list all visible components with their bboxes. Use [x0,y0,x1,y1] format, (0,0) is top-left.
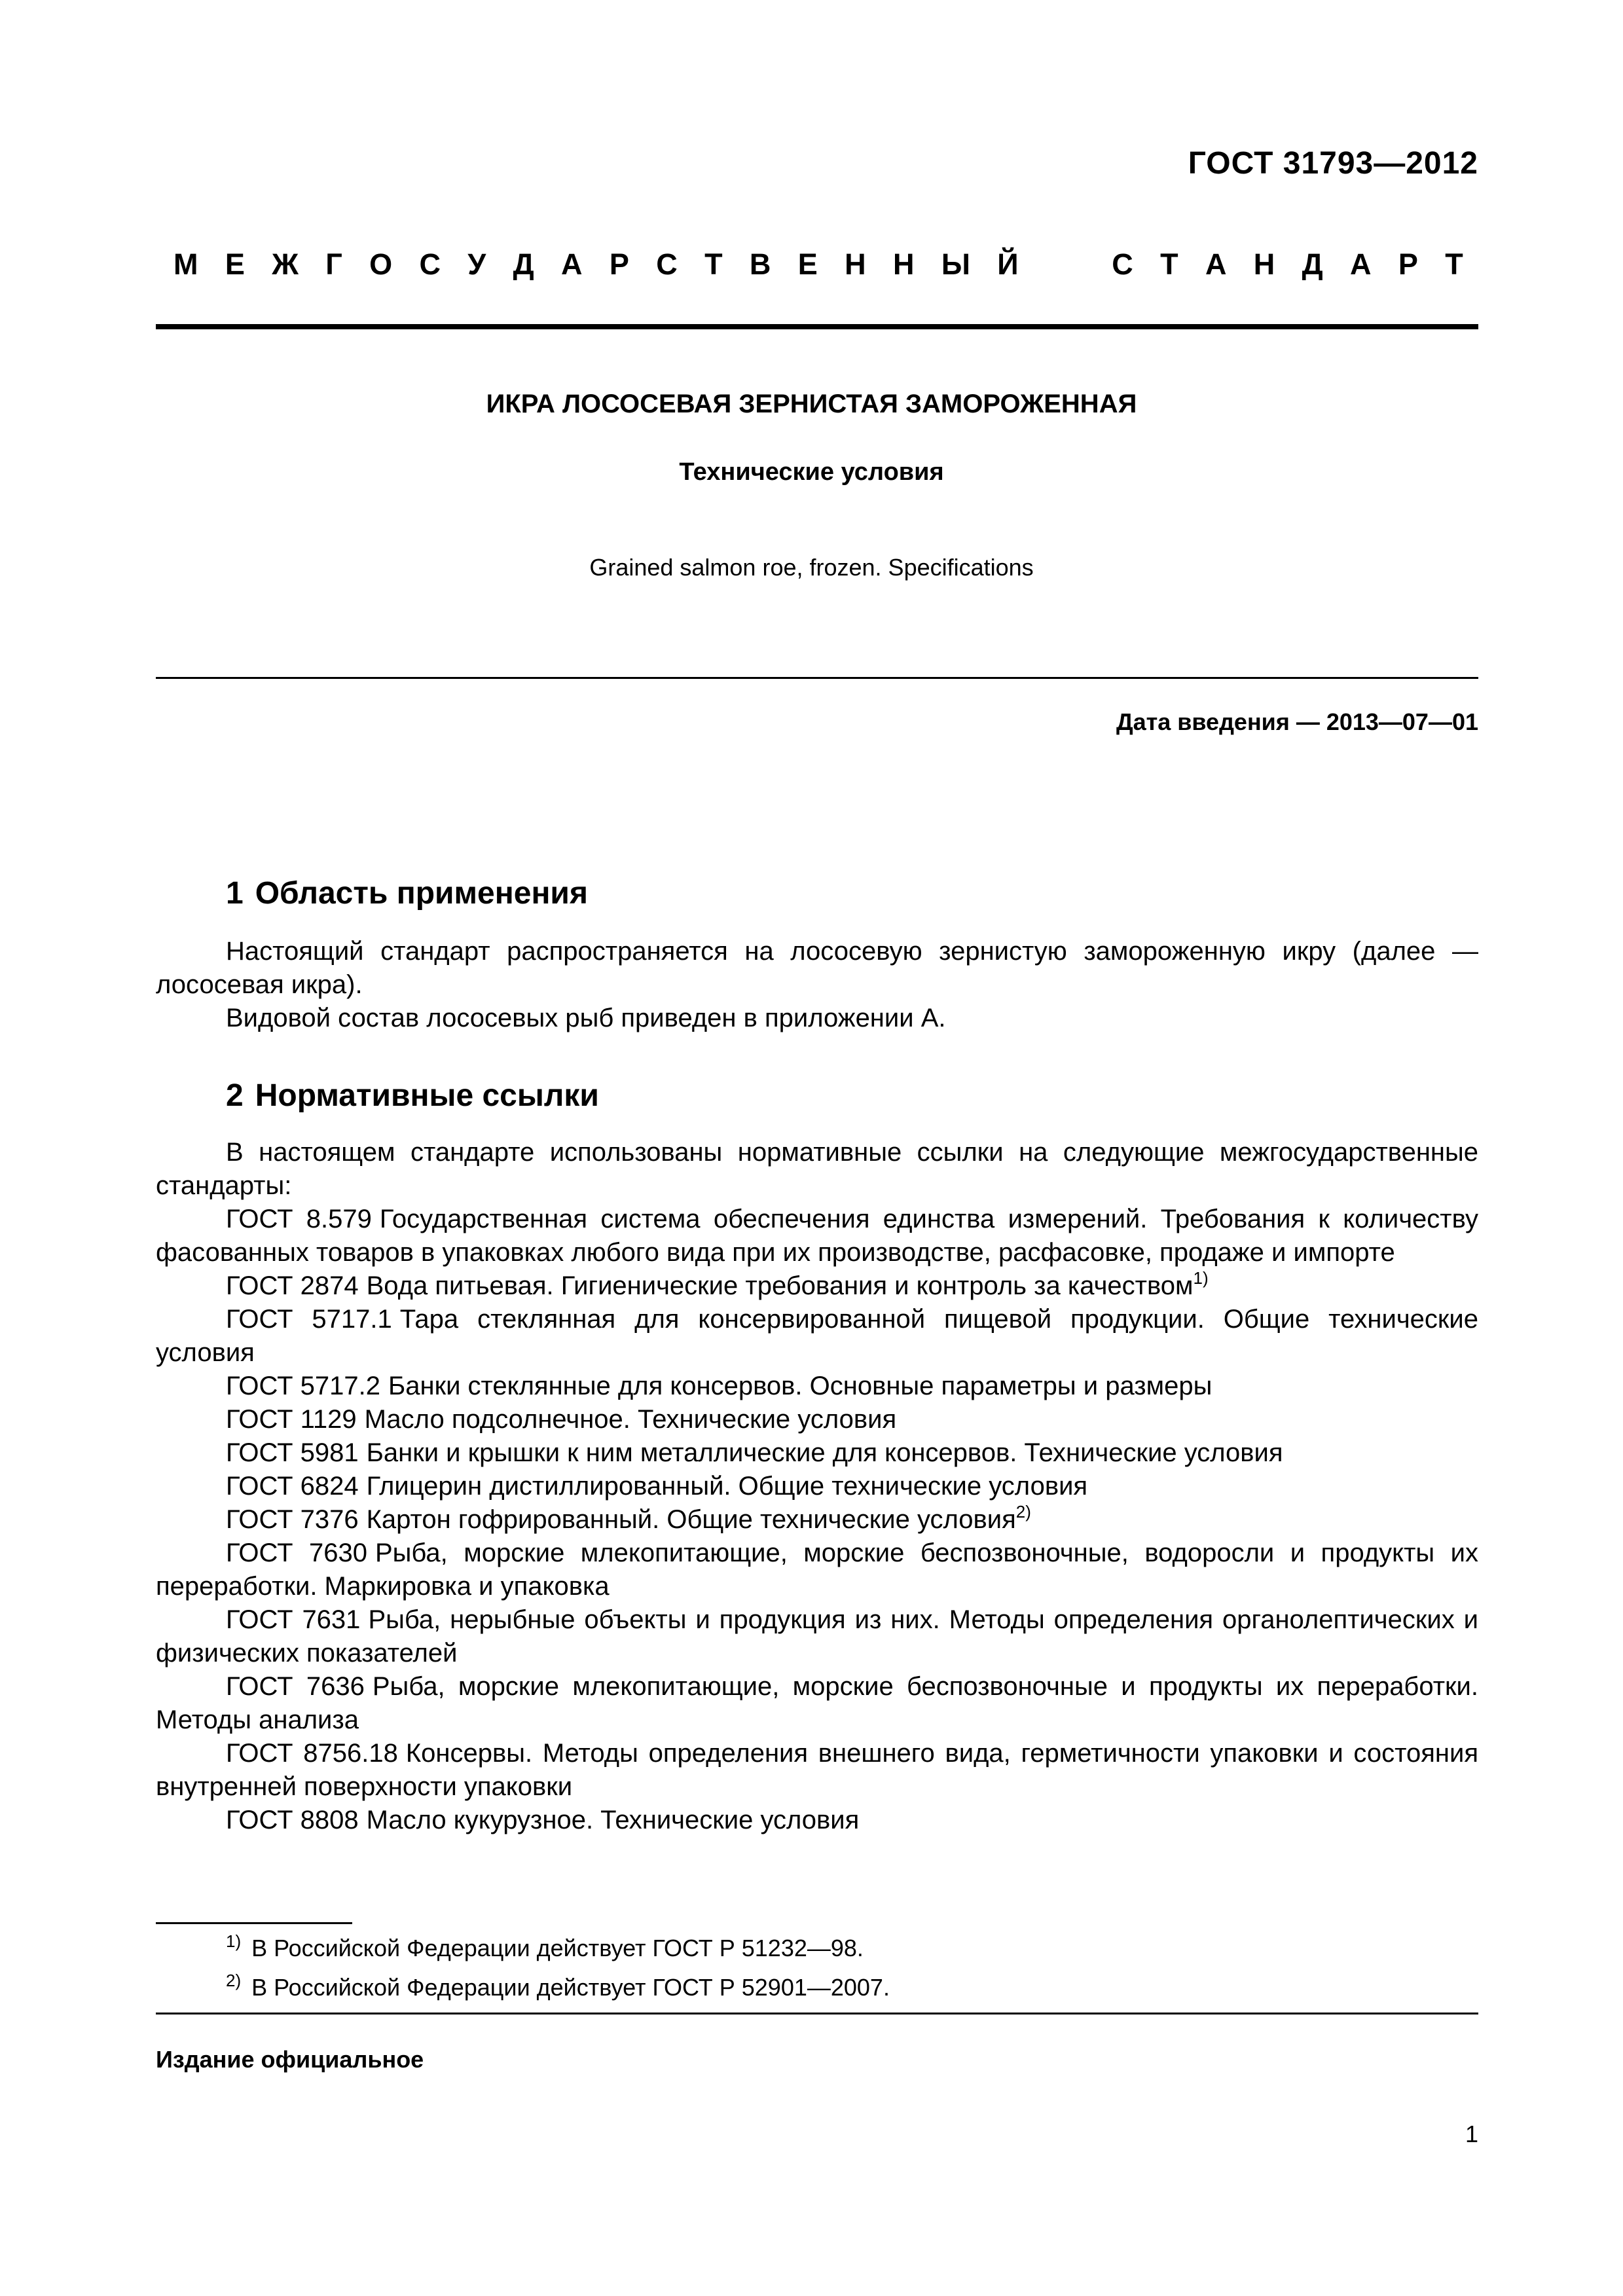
standard-type-letter: Н [845,247,866,281]
reference-code: ГОСТ 7376 [226,1505,359,1534]
section-1-paragraph: Настоящий стандарт распространяется на лососевую зернистую замороженную икру (далее — лососевая икра). [156,937,1478,999]
footnote-1 [226,1931,864,1962]
document-number: ГОСТ 31793—2012 [1188,146,1478,181]
section-2-intro: В настоящем стандарте использованы нормативные ссылки на следующие межгосударственные стандарты: [156,1138,1478,1200]
reference-title: Банки стеклянные для консервов. Основные параметры и размеры [388,1372,1213,1400]
standard-type-line [173,247,1463,282]
reference-code: ГОСТ 8808 [226,1806,359,1834]
standard-type-letter: А [561,247,583,281]
section-1-title: Область применения [255,876,588,911]
normative-reference [156,1603,1478,1670]
footnote-2 [226,1971,890,2001]
reference-code: ГОСТ 8.579 [226,1205,372,1233]
reference-code: ГОСТ 1129 [226,1405,357,1434]
standard-type-letter: Д [513,247,534,281]
reference-title: Рыба, морские млекопитающие, морские беспозвоночные и продукты их переработки. Методы анализа [156,1672,1478,1734]
standard-type-letter: Д [1302,247,1323,281]
standard-type-letter: С [419,247,441,281]
standard-type-letter: Т [1160,247,1178,281]
header-divider [156,324,1478,329]
reference-title: Государственная система обеспечения единства измерений. Требования к количеству фасованных товаров в упаковках любого вида при их производстве, расфасовке, продаже и импорте [156,1205,1478,1267]
normative-reference [156,1203,1478,1269]
normative-reference [156,1303,1478,1370]
reference-title: Банки и крышки к ним металлические для консервов. Технические условия [366,1438,1283,1467]
english-title: Grained salmon roe, frozen. Specifications [589,554,1034,581]
normative-reference [156,1804,1478,1837]
reference-code: ГОСТ 7636 [226,1672,365,1701]
standard-type-letter: Е [225,247,245,281]
standard-type-letter: Ы [941,247,970,281]
standard-type-letter: У [467,247,486,281]
standard-type-letter: А [1205,247,1227,281]
reference-title: Масло кукурузное. Технические условия [366,1806,860,1834]
normative-reference [156,1370,1478,1403]
reference-code: ГОСТ 7631 [226,1605,361,1634]
reference-title: Вода питьевая. Гигиенические требования и контроль за качеством [366,1271,1194,1300]
word-gap [1046,247,1085,282]
normative-reference [156,1737,1478,1804]
standard-type-letter: С [1112,247,1133,281]
reference-code: ГОСТ 5717.1 [226,1305,392,1334]
introduction-date: Дата введения — 2013—07—01 [1116,708,1478,735]
reference-code: ГОСТ 8756.18 [226,1739,398,1768]
reference-title: Рыба, морские млекопитающие, морские беспозвоночные, водоросли и продукты их переработки. Маркировка и упаковка [156,1539,1478,1601]
footnote-separator [156,1922,352,1924]
normative-reference [156,1670,1478,1737]
page-number: 1 [1465,2121,1478,2147]
standard-type-letter: Р [609,247,629,281]
standard-type-letter: О [369,247,393,281]
standard-type-letter: Р [1398,247,1418,281]
standard-type-letter: Й [997,247,1019,281]
standard-type-letter: Т [704,247,723,281]
footnote-reference: 1) [1193,1268,1209,1288]
normative-reference [156,1537,1478,1603]
reference-title: Тара стеклянная для консервированной пищевой продукции. Общие технические условия [156,1305,1478,1367]
standard-type-letter: В [749,247,771,281]
reference-code: ГОСТ 5981 [226,1438,359,1467]
section-2-heading [226,1078,599,1114]
standard-type-letter: М [173,247,198,281]
reference-title: Глицерин дистиллированный. Общие технические условия [366,1472,1088,1501]
standard-type-letter: С [656,247,678,281]
reference-code: ГОСТ 7630 [226,1539,367,1567]
section-1-number: 1 [226,876,244,911]
section-1-paragraph: Видовой состав лососевых рыб приведен в приложении А. [226,1004,946,1032]
footnote-text: В Российской Федерации действует ГОСТ Р 51232—98. [251,1935,864,1961]
edition-label: Издание официальное [156,2046,424,2073]
footnote-mark: 1) [226,1931,242,1951]
normative-reference [156,1503,1478,1537]
standard-type-letter: Н [1253,247,1275,281]
normative-reference [156,1403,1478,1436]
standard-type-letter: А [1350,247,1372,281]
section-1-body [156,935,1478,1035]
reference-title: Консервы. Методы определения внешнего вида, герметичности упаковки и состояния внутренней поверхности упаковки [156,1739,1478,1801]
section-2-number: 2 [226,1078,244,1113]
normative-reference [156,1436,1478,1470]
standard-type-letter: Н [892,247,915,281]
footnote-text: В Российской Федерации действует ГОСТ Р 52901—2007. [251,1974,890,2001]
footnote-mark: 2) [226,1971,242,1990]
section-2-body [156,1136,1478,1837]
title-divider [156,677,1478,679]
document-subtitle: Технические условия [679,458,944,486]
section-2-title: Нормативные ссылки [255,1078,599,1113]
reference-title: Рыба, нерыбные объекты и продукция из них. Методы определения органолептических и физических показателей [156,1605,1479,1667]
reference-title: Масло подсолнечное. Технические условия [364,1405,897,1434]
standard-type-letter: Г [325,247,342,281]
section-1-heading [226,875,588,911]
reference-code: ГОСТ 6824 [226,1472,359,1501]
standard-type-letter: Е [797,247,818,281]
footer-divider [156,2013,1478,2014]
standard-type-letter: Ж [272,247,299,281]
reference-code: ГОСТ 2874 [226,1271,359,1300]
document-title: ИКРА ЛОСОСЕВАЯ ЗЕРНИСТАЯ ЗАМОРОЖЕННАЯ [486,390,1137,418]
standard-type-letter: Т [1445,247,1463,281]
reference-title: Картон гофрированный. Общие технические условия [366,1505,1016,1534]
footnote-reference: 2) [1015,1502,1031,1522]
normative-reference [156,1269,1478,1303]
reference-code: ГОСТ 5717.2 [226,1372,380,1400]
normative-reference [156,1470,1478,1503]
